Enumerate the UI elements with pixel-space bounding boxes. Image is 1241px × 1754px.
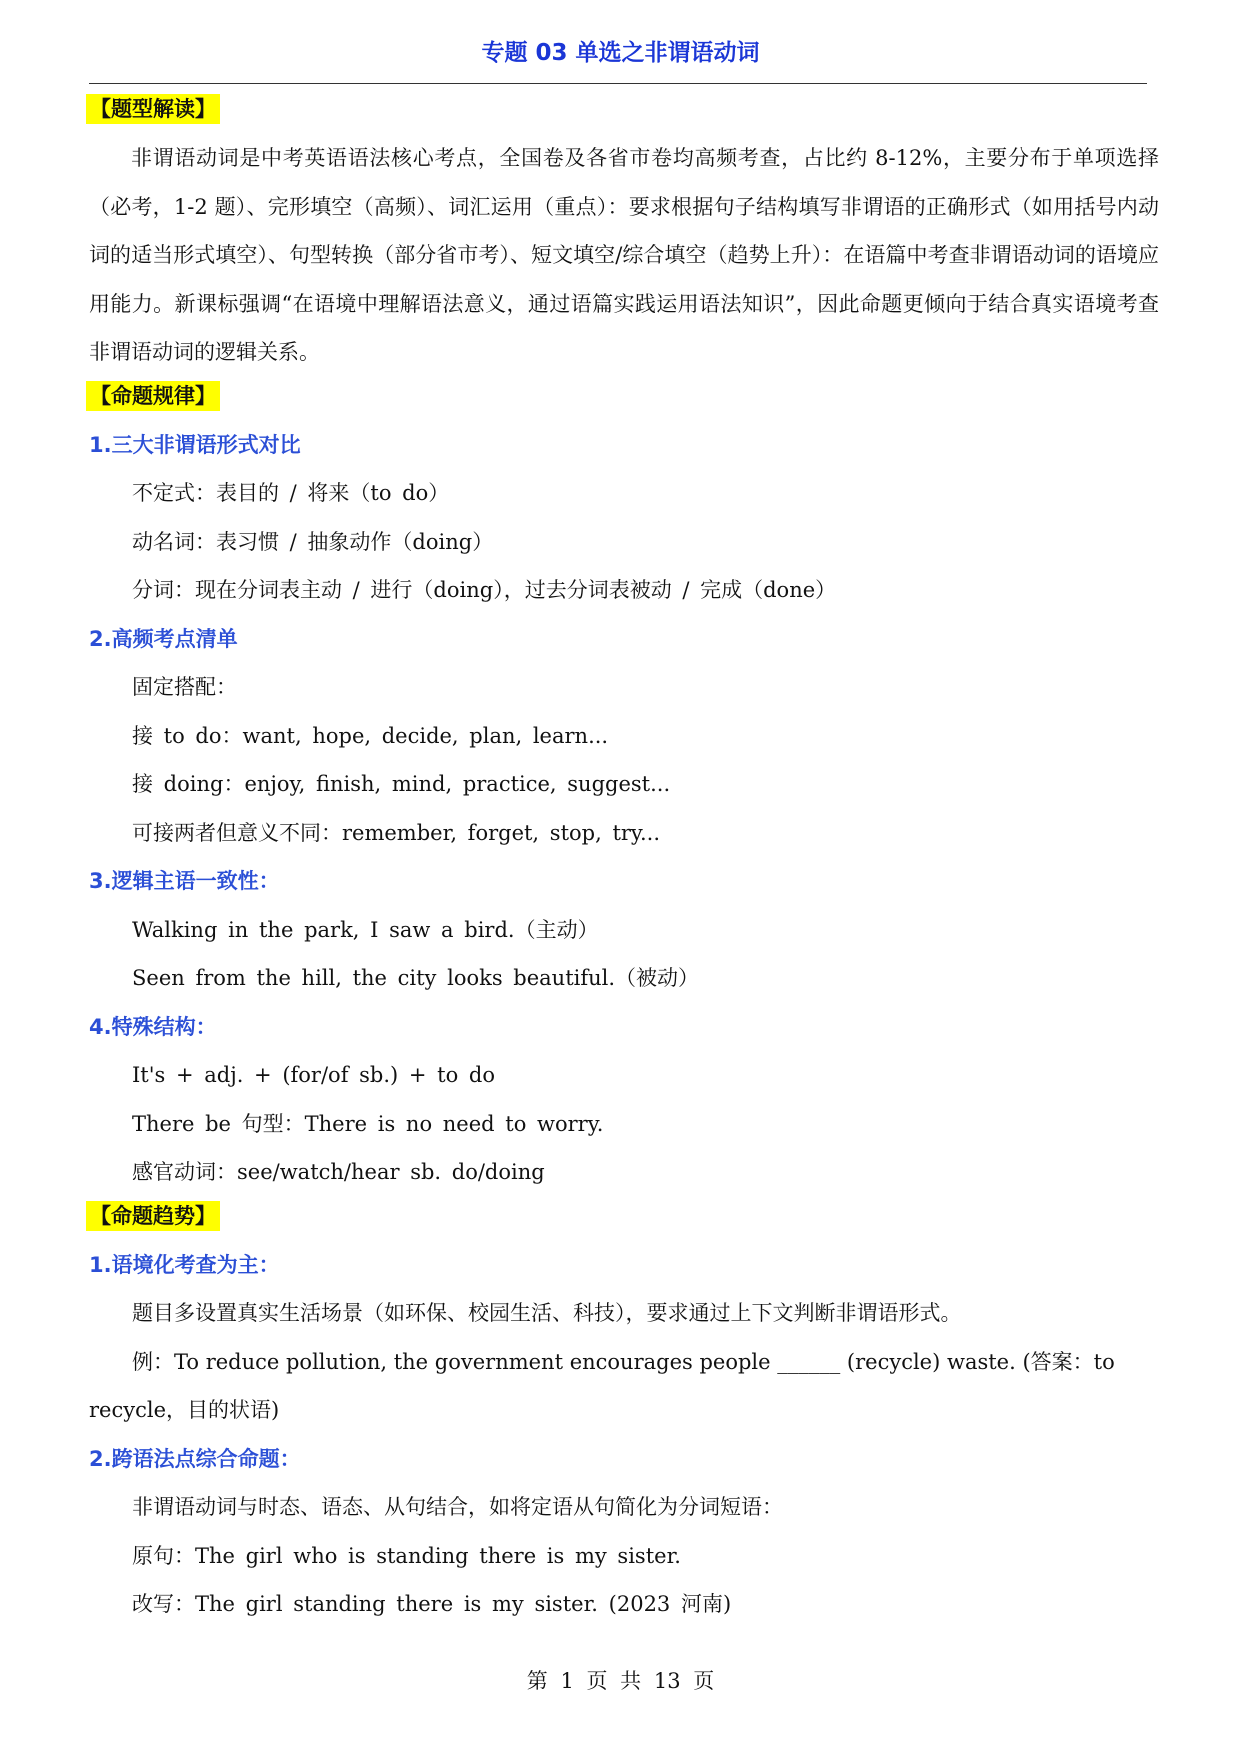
page-title: 专题 03 单选之非谓语动词 [481,40,760,66]
section-title-patterns: 【命题规律】 [86,381,220,411]
text-line: 改写：The girl standing there is my sister. (2023 河南) [132,1592,732,1616]
text-line: 分词：现在分词表主动 / 进行（doing），过去分词表被动 / 完成（done） [132,578,837,602]
text-line: 非谓语动词与时态、语态、从句结合，如将定语从句简化为分词短语： [132,1495,783,1519]
subhead-special-structures: 4.特殊结构： [89,1014,217,1039]
text-line: 题目多设置真实生活场景（如环保、校园生活、科技），要求通过上下文判断非谓语形式。 [132,1301,962,1325]
text-line: 可接两者但意义不同：remember, forget, stop, try... [132,820,661,845]
text-line: 动名词：表习惯 / 抽象动作（doing） [132,529,494,554]
section-title-interpretation: 【题型解读】 [86,94,220,124]
subhead-context: 1.语境化考查为主： [89,1252,280,1277]
text-line: There be 句型：There is no need to worry. [132,1111,604,1136]
example-line: 例：To reduce pollution, the government encourages people ______ (recycle) waste. (答案：to recycle，目的状语) [89,1349,1115,1422]
subhead-checklist: 2.高频考点清单 [89,626,238,651]
header-rule [89,83,1147,84]
text-line: It's + adj. + (for/of sb.) + to do [132,1063,496,1087]
subhead-cross-grammar: 2.跨语法点综合命题： [89,1446,301,1471]
text-line: 原句：The girl who is standing there is my sister. [132,1543,681,1568]
text-line: 感官动词：see/watch/hear sb. do/doing [132,1160,545,1184]
section-title-trends: 【命题趋势】 [86,1201,220,1231]
text-line: 接 to do：want, hope, decide, plan, learn... [132,723,609,748]
page-number: 第 1 页 共 13 页 [526,1669,715,1693]
interpretation-paragraph: 非谓语动词是中考英语语法核心考点，全国卷及各省市卷均高频考查，占比约 8-12%，主要分布于单项选择（必考，1-2 题）、完形填空（高频）、词汇运用（重点）：要求根据句子结构填写非谓语的正确形式（如用括号内动词的适当形式填空）、句型转换（部分省市考）、短文填空/综合填空（趋势上升）：在语篇中考查非谓语动词的语境应用能力。新课标强调“在语境中理解语法意义，通过语篇实践运用语法知识”，因此命题更倾向于结合真实语境考查非谓语动词的逻辑关系。 [89,146,1159,364]
text-line: Walking in the park, I saw a bird.（主动） [132,917,599,942]
subhead-logical-subject: 3.逻辑主语一致性： [89,869,280,893]
subhead-forms: 1.三大非谓语形式对比 [89,432,301,457]
text-line: 接 doing：enjoy, finish, mind, practice, suggest... [132,772,671,796]
text-line: 不定式：表目的 / 将来（to do） [132,481,450,505]
text-line: Seen from the hill, the city looks beautiful.（被动） [132,966,700,990]
text-line: 固定搭配： [132,675,237,699]
document-body [89,90,1159,1629]
